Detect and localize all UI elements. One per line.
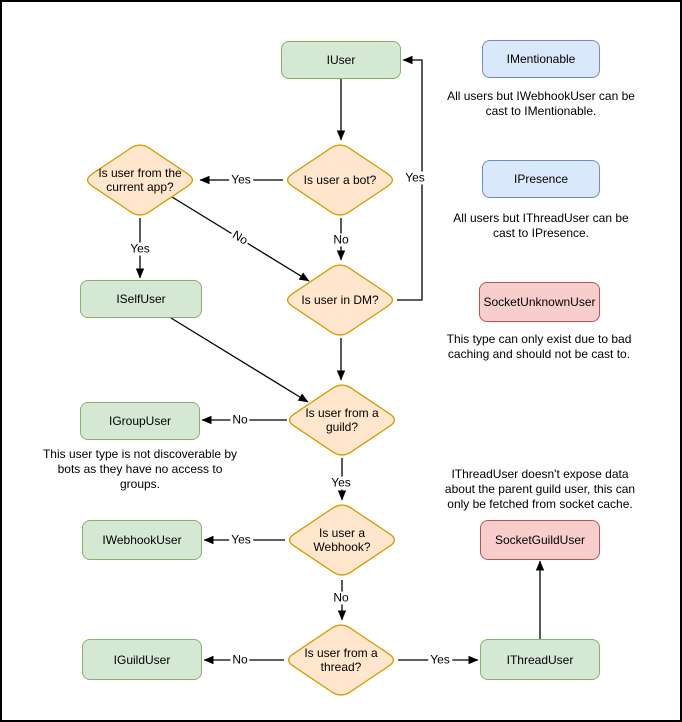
note-line: cast to IPresence.: [492, 226, 590, 240]
decision-label-is-webhook: Is user a Webhook?: [313, 525, 371, 554]
decision-label-is-thread: Is user from a thread?: [304, 645, 378, 674]
node-iwebhookuser: IWebhookUser: [82, 520, 202, 560]
node-igroupuser: IGroupUser: [80, 402, 200, 440]
edge-label-current-app-yes: Yes: [130, 241, 150, 256]
note-line: cast to IMentionable.: [485, 104, 597, 118]
node-socketunknownuser: SocketUnknownUser: [479, 282, 600, 322]
edge-label-current-app-no: No: [230, 227, 251, 248]
note-line: All users but IThreadUser can be: [453, 211, 629, 225]
decision-label-is-bot: Is user a bot?: [303, 172, 377, 187]
decision-is-dm: [283, 262, 397, 338]
decision-is-guild: [285, 382, 399, 458]
node-iuser: IUser: [281, 41, 401, 79]
note-line: groups.: [119, 477, 161, 491]
node-socketguilduser: SocketGuildUser: [480, 520, 600, 560]
edge-label-guild-yes: Yes: [331, 475, 351, 490]
decision-label-is-guild: Is user from a guild?: [305, 405, 379, 434]
note-line: All users but IWebhookUser can be: [447, 89, 635, 103]
node-ipresence: IPresence: [482, 160, 600, 198]
note-ithreaduser: [436, 467, 644, 512]
edge-label-bot-no: No: [333, 232, 349, 247]
edge-label-webhook-no: No: [333, 590, 349, 605]
note-line: only be fetched from socket cache.: [447, 497, 633, 511]
note-line: about the parent guild user, this can: [444, 482, 636, 496]
note-line: IThreadUser doesn't expose data: [451, 467, 629, 481]
decision-is-current-app: [83, 142, 197, 218]
node-ithreaduser: IThreadUser: [480, 639, 600, 680]
edge-label-thread-yes: Yes: [430, 652, 450, 667]
note-line: bots as they have no access to: [57, 462, 223, 476]
decision-label-is-dm: Is user in DM?: [301, 292, 379, 307]
note-igroupuser: [36, 447, 244, 492]
node-iselfuser: ISelfUser: [80, 280, 202, 318]
note-socketunknownuser: [435, 332, 643, 362]
note-line: caching and should not be cast to.: [447, 347, 631, 361]
note-line: This type can only exist due to bad: [446, 332, 632, 346]
note-ipresence: [437, 211, 645, 241]
node-iguilduser: IGuildUser: [82, 639, 202, 680]
decision-is-thread: [284, 622, 398, 698]
edge-label-dm-yes: Yes: [405, 170, 425, 185]
edge-label-bot-yes: Yes: [231, 172, 251, 187]
node-imentionable: IMentionable: [482, 40, 600, 78]
edge-label-webhook-yes: Yes: [231, 532, 251, 547]
edge-label-guild-no: No: [232, 412, 248, 427]
edge-label-thread-no: No: [232, 652, 248, 667]
note-line: This user type is not discoverable by: [42, 447, 238, 461]
decision-label-is-current-app: Is user from the current app?: [98, 165, 182, 194]
decision-is-webhook: [285, 502, 399, 578]
decision-is-bot: [283, 142, 397, 218]
note-imentionable: [437, 89, 645, 119]
